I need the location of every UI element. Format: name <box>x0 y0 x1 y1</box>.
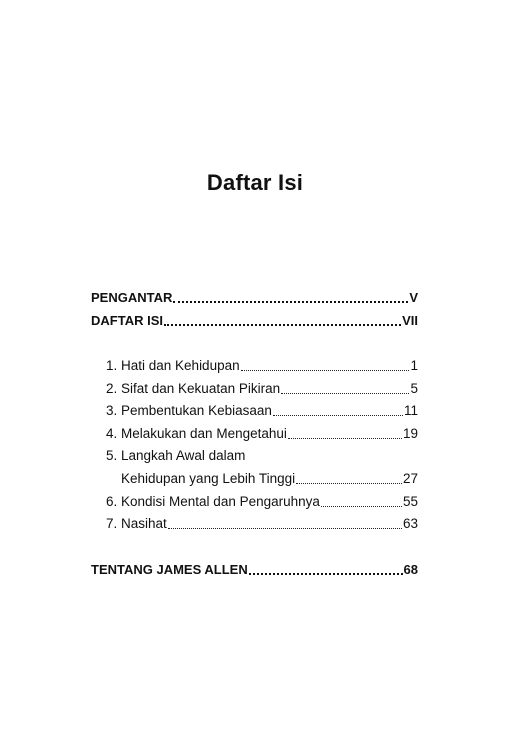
page-title: Daftar Isi <box>206 170 304 195</box>
toc-entry-page: 68 <box>403 562 418 577</box>
toc-entry-label: DAFTAR ISI <box>91 313 163 328</box>
toc-chapter-label: 7. Nasihat <box>106 516 167 531</box>
toc-chapter-page: 5 <box>410 381 418 396</box>
dot-leader <box>168 528 402 529</box>
toc-chapter-page: 27 <box>402 471 418 486</box>
toc-chapter-label: 6. Kondisi Mental dan Pengaruhnya <box>106 494 320 509</box>
toc-chapter-page: 11 <box>403 403 418 418</box>
toc-chapter-2[interactable] <box>106 380 418 398</box>
toc-chapter-7[interactable] <box>106 515 418 533</box>
dot-leader <box>288 438 402 439</box>
toc-entry-page: VII <box>402 313 418 328</box>
toc-entry-pengantar[interactable] <box>91 289 418 307</box>
toc-chapter-label: 3. Pembentukan Kebiasaan <box>106 403 272 418</box>
toc-chapter-page: 63 <box>402 516 418 531</box>
toc-entry-page: V <box>409 290 418 305</box>
toc-chapter-page: 1 <box>410 358 418 373</box>
toc-entry-daftar-isi[interactable] <box>91 312 418 330</box>
toc-chapter-5-line1[interactable]: 5. Langkah Awal dalam <box>106 448 246 463</box>
dot-leader <box>281 393 409 394</box>
toc-chapter-page: 19 <box>402 426 418 441</box>
toc-entry-label: TENTANG JAMES ALLEN <box>91 562 248 577</box>
toc-chapter-4[interactable] <box>106 425 418 443</box>
dot-leader <box>296 483 402 484</box>
toc-chapter-label: 1. Hati dan Kehidupan <box>106 358 240 373</box>
dot-leader <box>249 573 403 575</box>
toc-entry-label: PENGANTAR <box>91 290 173 305</box>
toc-chapter-6[interactable] <box>106 493 418 511</box>
dot-leader <box>164 324 401 326</box>
toc-chapter-3[interactable] <box>106 402 418 420</box>
dot-leader <box>173 301 408 303</box>
toc-chapter-label: Kehidupan yang Lebih Tinggi <box>121 471 296 486</box>
dot-leader <box>241 370 410 371</box>
toc-chapter-1[interactable] <box>106 357 418 375</box>
toc-entry-tentang[interactable] <box>91 561 418 579</box>
dot-leader <box>273 415 403 416</box>
toc-chapter-page: 55 <box>402 494 418 509</box>
toc-chapter-label: 2. Sifat dan Kekuatan Pikiran <box>106 381 281 396</box>
dot-leader <box>321 506 402 507</box>
toc-chapter-label: 4. Melakukan dan Mengetahui <box>106 426 287 441</box>
toc-chapter-5[interactable] <box>121 470 418 488</box>
